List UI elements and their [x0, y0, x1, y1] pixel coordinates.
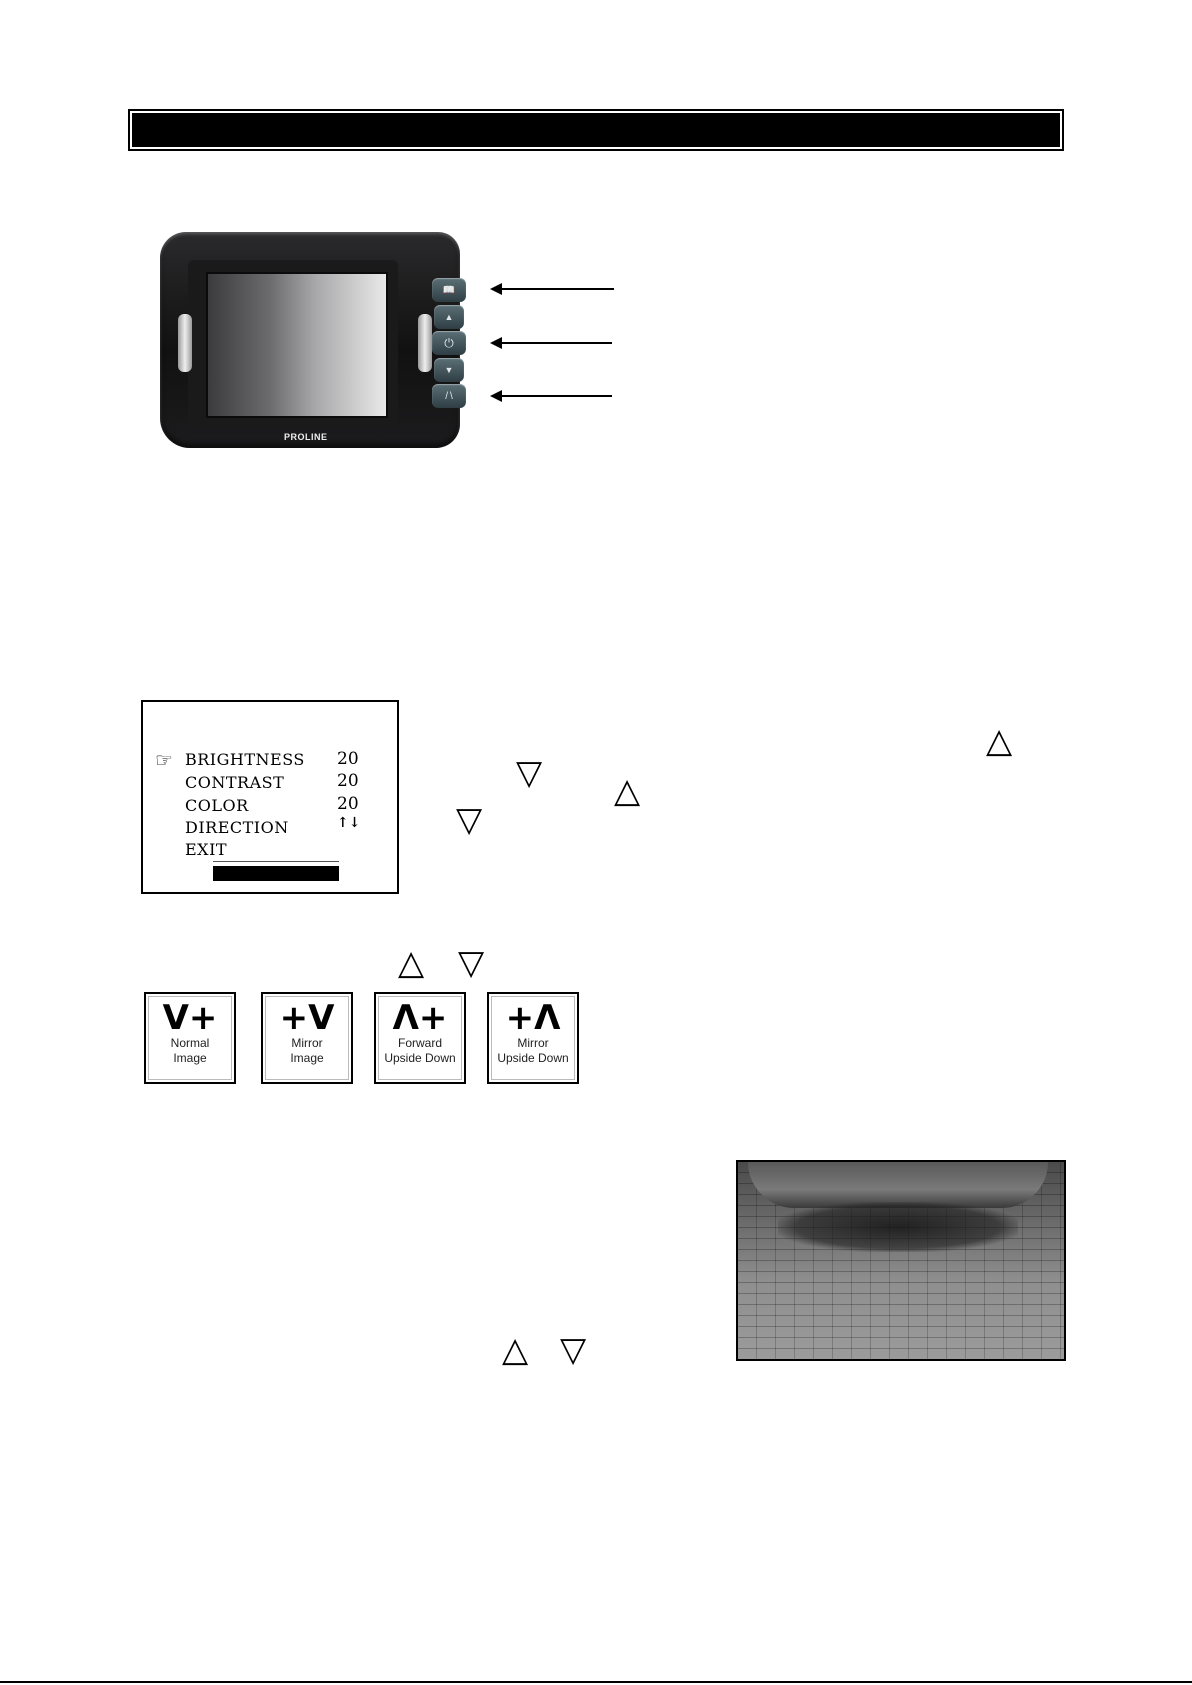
- triangle-up-icon: ▲: [444, 312, 454, 322]
- triangle-down-icon: ▼: [444, 365, 454, 375]
- osd-bar-top-line: [213, 861, 339, 862]
- direction-symbol: +V: [279, 998, 335, 1038]
- triangle-up-icon: △: [986, 721, 1013, 761]
- book-icon: 📖: [442, 284, 456, 296]
- guideline-button[interactable]: [432, 384, 466, 408]
- osd-item-direction: DIRECTION: [185, 818, 289, 837]
- triangle-up-icon: △: [614, 771, 641, 811]
- brand-logo: PROLINE: [284, 432, 328, 442]
- power-icon: ⏻: [444, 335, 454, 350]
- osd-value-brightness: 20: [337, 749, 359, 769]
- left-clip: [178, 314, 192, 372]
- osd-item-contrast: CONTRAST: [185, 773, 285, 792]
- direction-tile-mirror-upside-down: [487, 992, 579, 1084]
- triangle-down-icon: ▽: [516, 753, 543, 793]
- triangle-down-icon: ▽: [560, 1330, 587, 1370]
- right-clip: [418, 314, 432, 372]
- monitor-screen: [206, 272, 388, 418]
- arrow-guideline: [490, 390, 612, 402]
- osd-value-direction: ↑↓: [337, 815, 361, 831]
- osd-value-contrast: 20: [337, 771, 359, 791]
- arrow-left-icon: [490, 337, 502, 349]
- direction-caption: Forward: [397, 1036, 442, 1050]
- osd-level-bar: [213, 866, 339, 881]
- direction-caption: Image: [290, 1051, 324, 1065]
- direction-caption: Upside Down: [497, 1051, 569, 1065]
- rear-camera-view-image: [736, 1160, 1066, 1361]
- direction-caption: Upside Down: [384, 1051, 456, 1065]
- direction-tile-forward-upside-down: [374, 992, 466, 1084]
- triangle-down-icon: ▽: [458, 943, 485, 983]
- osd-item-exit: EXIT: [185, 840, 228, 859]
- direction-tile-mirror: [261, 992, 353, 1084]
- monitor-device-photo: [160, 232, 470, 452]
- direction-caption: Mirror: [517, 1036, 549, 1050]
- direction-symbol: +Λ: [505, 998, 561, 1038]
- osd-item-brightness: BRIGHTNESS: [185, 750, 305, 769]
- arrow-menu: [490, 283, 614, 295]
- triangle-up-icon: △: [398, 943, 425, 983]
- vehicle-shadow: [778, 1202, 1018, 1252]
- direction-symbol: V+: [162, 998, 218, 1038]
- guideline-icon: / \: [445, 390, 453, 402]
- osd-value-color: 20: [337, 794, 359, 814]
- up-button[interactable]: [434, 305, 464, 329]
- direction-tile-normal: [144, 992, 236, 1084]
- section-header-bar: [132, 113, 1060, 147]
- arrow-left-icon: [490, 390, 502, 402]
- menu-button[interactable]: [432, 278, 466, 302]
- triangle-up-icon: △: [502, 1330, 529, 1370]
- arrow-left-icon: [490, 283, 502, 295]
- direction-caption: Mirror: [291, 1036, 323, 1050]
- direction-caption: Image: [173, 1051, 207, 1065]
- arrow-power: [490, 337, 612, 349]
- pointing-hand-icon: ☞: [155, 748, 173, 772]
- osd-menu: [141, 700, 399, 894]
- down-button[interactable]: [434, 358, 464, 382]
- direction-symbol: Λ+: [392, 998, 448, 1038]
- osd-item-color: COLOR: [185, 796, 249, 815]
- triangle-down-icon: ▽: [456, 800, 483, 840]
- power-button[interactable]: [432, 331, 466, 355]
- direction-caption: Normal: [170, 1036, 210, 1050]
- page-bottom-rule: [0, 1681, 1192, 1683]
